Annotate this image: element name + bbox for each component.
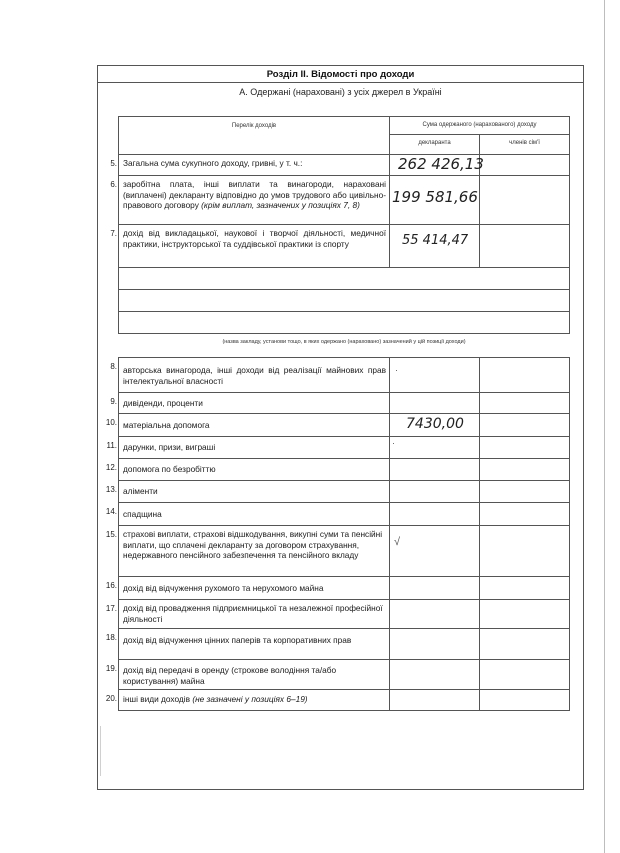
row-number: 13. bbox=[105, 485, 117, 494]
form-page bbox=[97, 65, 584, 790]
row-number: 15. bbox=[105, 530, 117, 539]
income-table bbox=[105, 116, 570, 711]
row-text: дивіденди, проценти bbox=[119, 393, 390, 413]
row-number: 12. bbox=[105, 463, 117, 472]
declarant-value-cell[interactable] bbox=[390, 437, 480, 458]
declarant-value-cell[interactable] bbox=[390, 503, 480, 525]
row-text: страхові виплати, страхові відшкодування, викупні суми та пенсійні виплати, що сплачені декларанту за договором страхування, недержавного пенсійного забезпечення та пенсійного вкладу bbox=[119, 526, 390, 576]
family-value-cell[interactable] bbox=[480, 437, 569, 458]
header-list-label: Перелік доходів bbox=[119, 117, 390, 154]
table-row-10 bbox=[105, 413, 570, 436]
institution-caption: (назва закладу, установи тощо, в яких одержано (нараховано) зазначений у цій позиції доходи) bbox=[118, 333, 570, 351]
table-row-9 bbox=[110, 392, 570, 413]
row-text: спадщина bbox=[119, 503, 390, 525]
blank-institution-row[interactable] bbox=[118, 311, 570, 333]
table-row-11 bbox=[106, 436, 570, 458]
handwritten-value: 262 426,13 bbox=[398, 155, 484, 173]
declarant-value-cell[interactable] bbox=[390, 358, 480, 392]
family-value-cell[interactable] bbox=[480, 414, 569, 436]
family-value-cell[interactable] bbox=[480, 459, 569, 480]
row-text bbox=[119, 690, 390, 710]
row-text: дохід від провадження підприємницької та незалежної професійної діяльності bbox=[119, 600, 390, 628]
family-value-cell[interactable] bbox=[480, 629, 569, 659]
family-value-cell[interactable] bbox=[480, 358, 569, 392]
table-row-13 bbox=[105, 480, 570, 502]
row-text-note: (крім виплат, зазначених у позиціях 7, 8) bbox=[201, 200, 360, 210]
family-value-cell[interactable] bbox=[480, 393, 569, 413]
title-divider bbox=[98, 82, 583, 83]
family-value-cell[interactable] bbox=[480, 176, 569, 224]
family-value-cell[interactable] bbox=[480, 526, 569, 576]
row-text: допомога по безробіттю bbox=[119, 459, 390, 480]
table-row-18 bbox=[105, 628, 570, 659]
family-value-cell[interactable] bbox=[480, 690, 569, 710]
declarant-value-cell[interactable] bbox=[390, 414, 480, 436]
check-icon: √ bbox=[394, 536, 401, 548]
section-subtitle: А. Одержані (нараховані) з усіх джерел в Україні bbox=[239, 87, 442, 97]
row-number: 10. bbox=[105, 418, 117, 427]
blank-institution-row[interactable] bbox=[118, 267, 570, 289]
table-row-12 bbox=[105, 458, 570, 480]
row-number: 6. bbox=[110, 180, 117, 189]
declarant-value-cell[interactable] bbox=[390, 176, 480, 224]
row-number: 8. bbox=[110, 362, 117, 371]
table-header bbox=[118, 116, 570, 154]
row-text: дохід від викладацької, наукової і творчої діяльності, медичної практики, інструкторської та суддівської практики із спорту bbox=[119, 225, 390, 267]
declarant-value-cell[interactable] bbox=[390, 577, 480, 599]
declarant-value-cell[interactable] bbox=[390, 526, 480, 576]
row-number: 5. bbox=[110, 159, 117, 168]
handwritten-value: 199 581,66 bbox=[392, 188, 478, 206]
family-value-cell[interactable] bbox=[480, 481, 569, 502]
declarant-value-cell[interactable] bbox=[390, 481, 480, 502]
table-row-20 bbox=[105, 689, 570, 711]
header-sum-label: Сума одержаного (нарахованого) доходу bbox=[390, 117, 569, 135]
section-title: Розділ II. Відомості про доходи bbox=[266, 69, 415, 80]
declarant-value-cell[interactable] bbox=[390, 660, 480, 689]
declarant-value-cell[interactable] bbox=[390, 155, 484, 175]
row-number: 11. bbox=[106, 441, 117, 450]
table-row-8 bbox=[110, 357, 570, 392]
row-text: дохід від передачі в оренду (строкове володіння та/або користування) майна bbox=[119, 660, 390, 689]
declarant-value-cell[interactable] bbox=[390, 600, 480, 628]
family-value-cell[interactable] bbox=[480, 660, 569, 689]
blank-institution-row[interactable] bbox=[118, 289, 570, 311]
header-sub-columns bbox=[390, 135, 569, 154]
row-number: 17. bbox=[105, 604, 117, 613]
row-number: 18. bbox=[105, 633, 117, 642]
table-row-17 bbox=[105, 599, 570, 628]
table-row-14 bbox=[105, 502, 570, 525]
family-value-cell[interactable] bbox=[480, 225, 569, 267]
row-text bbox=[119, 176, 390, 224]
declarant-value-cell[interactable] bbox=[390, 459, 480, 480]
row-text: матеріальна допомога bbox=[119, 414, 390, 436]
family-value-cell[interactable] bbox=[480, 155, 569, 175]
family-value-cell[interactable] bbox=[480, 600, 569, 628]
row-text-main: інші види доходів bbox=[123, 694, 190, 704]
table-row-5 bbox=[110, 154, 570, 175]
scan-edge-line bbox=[100, 726, 101, 776]
scan-edge-line bbox=[604, 0, 605, 853]
declarant-value-cell[interactable] bbox=[390, 690, 480, 710]
declarant-value-cell[interactable] bbox=[390, 629, 480, 659]
header-sum bbox=[390, 117, 569, 154]
header-declarant: декларанта bbox=[418, 140, 451, 146]
row-text: дохід від відчуження цінних паперів та корпоративних прав bbox=[119, 629, 390, 659]
row-number: 14. bbox=[105, 507, 117, 516]
handwritten-value: 7430,00 bbox=[406, 416, 464, 432]
row-text: аліменти bbox=[119, 481, 390, 502]
pen-mark: · bbox=[392, 438, 395, 448]
row-text: авторська винагорода, інші доходи від реалізації майнових прав інтелектуальної власності bbox=[119, 358, 390, 392]
row-text-main: заробітна плата, інші виплати та винагороди, нараховані (виплачені) декларанту відповідно до умов трудового або цивільно-правового договору bbox=[123, 179, 386, 210]
row-number: 16. bbox=[105, 581, 117, 590]
declarant-value-cell[interactable] bbox=[390, 225, 480, 267]
pen-mark: · bbox=[395, 365, 398, 375]
table-row-7 bbox=[110, 224, 570, 267]
table-row-19 bbox=[105, 659, 570, 689]
table-row-16 bbox=[105, 576, 570, 599]
row-text-note: (не зазначені у позиціях 6–19) bbox=[192, 694, 308, 704]
row-text: Загальна сума сукупного доходу, гривні, у т. ч.: bbox=[119, 155, 390, 175]
row-text: дохід від відчуження рухомого та нерухомого майна bbox=[119, 577, 390, 599]
row-number: 9. bbox=[110, 397, 117, 406]
family-value-cell[interactable] bbox=[480, 503, 569, 525]
header-family: членів сім'ї bbox=[479, 135, 569, 154]
declarant-value-cell[interactable] bbox=[390, 393, 480, 413]
row-number: 20. bbox=[105, 694, 117, 703]
row-text: дарунки, призи, виграші bbox=[119, 437, 390, 458]
table-row-15 bbox=[105, 525, 570, 576]
handwritten-value: 55 414,47 bbox=[402, 233, 469, 248]
family-value-cell[interactable] bbox=[480, 577, 569, 599]
table-row-6 bbox=[110, 175, 570, 224]
row-number: 7. bbox=[110, 229, 117, 238]
row-number: 19. bbox=[105, 664, 117, 673]
